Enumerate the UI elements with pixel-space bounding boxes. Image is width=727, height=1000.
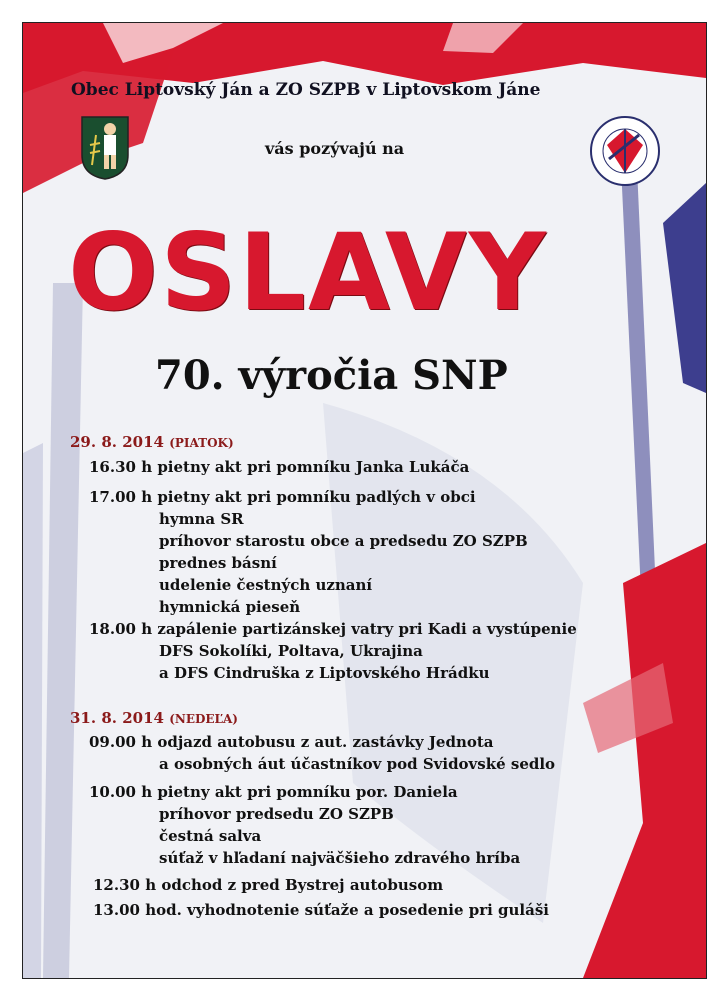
day1-event-2-item: prednes básní (159, 554, 277, 572)
day2-event-2-item: čestná salva (159, 827, 262, 845)
poster (22, 22, 707, 979)
poster-header: Obec Liptovský Ján a ZO SZPB v Liptovskom Jáne (71, 80, 541, 100)
day2-event-2-item: príhovor predsedu ZO SZPB (159, 805, 394, 823)
day1-event-3-item: a DFS Cindruška z Liptovského Hrádku (159, 664, 490, 682)
day1-event-2-item: príhovor starostu obce a predsedu ZO SZPB (159, 532, 528, 550)
day1-event-2-item: hymnická pieseň (159, 598, 301, 616)
day2-date-value: 31. 8. 2014 (70, 709, 164, 727)
day1-event-2-item: hymna SR (159, 510, 244, 528)
day1-weekday: (PIATOK) (169, 436, 234, 450)
poster-title: OSLAVY (68, 211, 548, 334)
day1-event-2-item: udelenie čestných uznaní (159, 576, 373, 594)
day1-event-3-item: DFS Sokolíki, Poltava, Ukrajina (159, 642, 423, 660)
day2-event-1: 09.00 h odjazd autobusu z aut. zastávky Jednota (89, 733, 494, 751)
village-coat-of-arms-icon (80, 115, 130, 181)
day1-date-value: 29. 8. 2014 (70, 433, 164, 451)
day1-event-2: 17.00 h pietny akt pri pomníku padlých v obci (89, 488, 476, 506)
invitation-line: vás pozývajú na (265, 139, 405, 158)
day2-event-2: 10.00 h pietny akt pri pomníku por. Daniela (89, 783, 458, 801)
szpb-logo-icon (589, 115, 661, 187)
day2-date (70, 709, 238, 727)
day1-event-1: 16.30 h pietny akt pri pomníku Janka Lukáča (89, 458, 470, 476)
day2-event-1-item: a osobných áut účastníkov pod Svidovské sedlo (159, 755, 556, 773)
day2-event-3: 12.30 h odchod z pred Bystrej autobusom (93, 876, 444, 894)
day2-event-2-item: súťaž v hľadaní najväčšieho zdravého hríba (159, 849, 521, 867)
day2-weekday: (NEDEĽA) (169, 712, 238, 726)
day1-date (70, 433, 234, 451)
day2-event-4: 13.00 hod. vyhodnotenie súťaže a posedenie pri guláši (93, 901, 549, 919)
poster-subtitle: 70. výročia SNP (155, 352, 508, 399)
day1-event-3: 18.00 h zapálenie partizánskej vatry pri Kadi a vystúpenie (89, 620, 577, 638)
